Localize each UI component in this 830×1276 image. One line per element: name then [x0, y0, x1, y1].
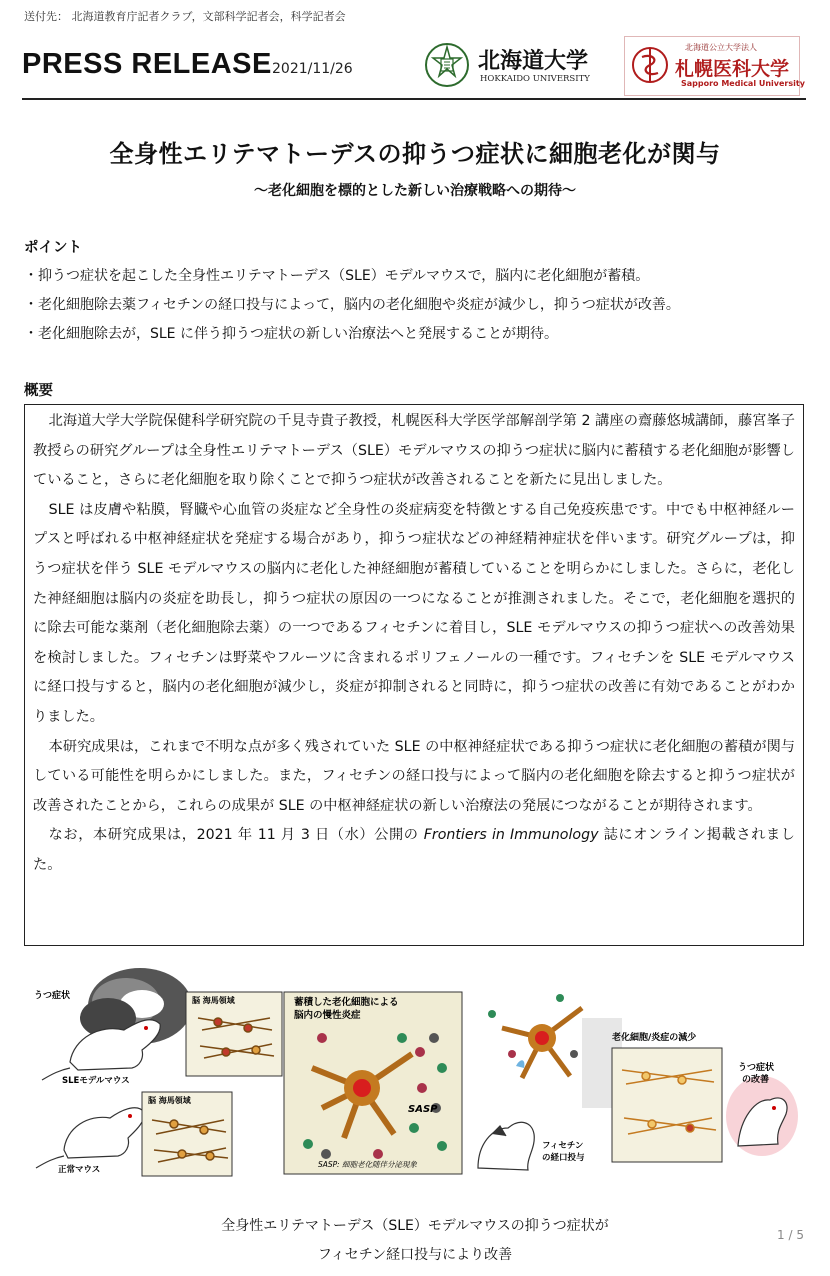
- schematic-figure: [22, 958, 802, 1186]
- caption-line-2: フィセチン経口投与により改善: [317, 1247, 513, 1263]
- abstract-p4-before: なお，本研究成果は，2021 年 11 月 3 日（水）公開の: [48, 827, 424, 844]
- reduction-title: 老化細胞/炎症の減少: [612, 1033, 697, 1043]
- sasp-note: SASP: 細胞老化随伴分泌現象: [318, 1160, 417, 1169]
- press-header: [22, 36, 806, 100]
- point-item: ・老化細胞除去が，SLE に伴う抑うつ症状の新しい治療法へと発展することが期待。: [24, 326, 558, 342]
- fisetin-label-1: フィセチン: [542, 1141, 584, 1151]
- depression-label: うつ症状: [34, 991, 71, 1001]
- abstract-box: [24, 404, 804, 946]
- hokkaido-name-en: HOKKAIDO UNIVERSITY: [480, 74, 590, 84]
- improvement-label-2: の改善: [742, 1075, 770, 1085]
- improvement-label-1: うつ症状: [738, 1063, 775, 1073]
- hokkaido-university-logo: [420, 40, 620, 92]
- abstract-paragraph: [33, 821, 795, 880]
- abstract-paragraph: SLE は皮膚や粘膜，腎臓や心血管の炎症など全身性の炎症病変を特徴とする自己免疫疾患です。中でも中枢神経ループスと呼ばれる中枢神経症状を発症する場合があり，抑うつ症状などの神経精神症状を伴います。研究グループは，抑うつ症状を伴う SLE モデルマウスの脳内に老化した神経細胞が蓄積していることを明らかにしました。さらに，老化した神経細胞は脳内の炎症を助長し，抑うつ症状の原因の一つになることが推測されました。そこで，老化細胞を選択的に除去可能な薬剤（老化細胞除去薬）の一つであるフィセチンに着目し，SLE モデルマウスの抑うつ症状への改善効果を検討しました。フィセチンは野菜やフルーツに含まれるポリフェノールの一種です。フィセチンを SLE モデルマウスに経口投与すると，脳内の老化細胞が減少し，炎症が抑制されると同時に，抑うつ症状の改善に有効であることがわかりました。: [33, 501, 795, 725]
- point-item: ・老化細胞除去薬フィセチンの経口投与によって，脳内の老化細胞や炎症が減少し，抑うつ症状が改善。: [24, 297, 680, 313]
- recovering-neuron: [488, 994, 582, 1078]
- inflammation-title-1: 蓄積した老化細胞による: [294, 997, 399, 1008]
- sapporo-medical-logo: [624, 36, 805, 96]
- page-number: 1 / 5: [777, 1228, 804, 1242]
- abstract-p4-after: 誌にオンライン掲載されました。: [33, 827, 795, 873]
- release-title: 全身性エリテマトーデスの抑うつ症状に細胞老化が関与: [109, 140, 721, 168]
- points-heading: ポイント: [24, 240, 82, 256]
- sapporo-name: 札幌医科大学: [675, 58, 790, 80]
- release-date: 2021/11/26: [272, 61, 353, 77]
- recipients-line: 送付先： 北海道教育庁記者クラブ，文部科学記者会，科学記者会: [24, 10, 346, 23]
- treated-mouse-illustration: [478, 1122, 534, 1170]
- hokkaido-name: 北海道大学: [478, 48, 589, 74]
- hokkaido-emblem-icon: [424, 42, 470, 88]
- abstract-paragraph: 北海道大学大学院保健科学研究院の千見寺貴子教授，札幌医科大学医学部解剖学第 2 講座の齋藤悠城講師，藤宮峯子教授らの研究グループは全身性エリテマトーデス（SLE）モデルマウスの抑うつ症状に脳内に蓄積する老化細胞が影響していること，さらに老化細胞を取り除くことで抑うつ症状が改善されることを新たに見出しました。: [33, 413, 795, 489]
- abstract-heading: 概要: [24, 383, 53, 399]
- sle-mouse-label: SLEモデルマウス: [62, 1076, 130, 1086]
- reduction-panel: [612, 1048, 722, 1162]
- sapporo-emblem-icon: [631, 45, 669, 85]
- sapporo-name-en: Sapporo Medical University: [681, 79, 805, 88]
- hippocampus-sle-label: 脳 海馬領域: [192, 996, 235, 1005]
- sasp-label: SASP: [408, 1104, 438, 1115]
- point-item: ・抑うつ症状を起こした全身性エリテマトーデス（SLE）モデルマウスで，脳内に老化細胞が蓄積。: [24, 268, 650, 284]
- abstract-paragraph: 本研究成果は，これまで不明な点が多く残されていた SLE の中枢神経症状である抑うつ症状に老化細胞の蓄積が関与している可能性を明らかにしました。また，フィセチンの経口投与によって脳内の老化細胞を除去すると抑うつ症状が改善されたことから，これらの成果が SLE の中枢神経症状の新しい治療法の発展につながることが期待されます。: [33, 738, 795, 814]
- journal-name: Frontiers in Immunology: [423, 827, 599, 844]
- fisetin-label-2: の経口投与: [542, 1153, 585, 1163]
- sapporo-subtitle: 北海道公立大学法人: [685, 43, 757, 52]
- figure-caption: [0, 1212, 830, 1270]
- points-list: [24, 262, 814, 349]
- release-subtitle: 〜老化細胞を標的とした新しい治療戦略への期待〜: [254, 183, 576, 199]
- caption-line-1: 全身性エリテマトーデス（SLE）モデルマウスの抑うつ症状が: [221, 1218, 609, 1234]
- normal-mouse-illustration: [36, 1108, 144, 1168]
- inflammation-title-2: 脳内の慢性炎症: [294, 1010, 361, 1021]
- normal-mouse-label: 正常マウス: [58, 1165, 101, 1175]
- press-release-label: PRESS RELEASE: [22, 48, 272, 80]
- hippocampus-normal-label: 脳 海馬領域: [148, 1096, 191, 1105]
